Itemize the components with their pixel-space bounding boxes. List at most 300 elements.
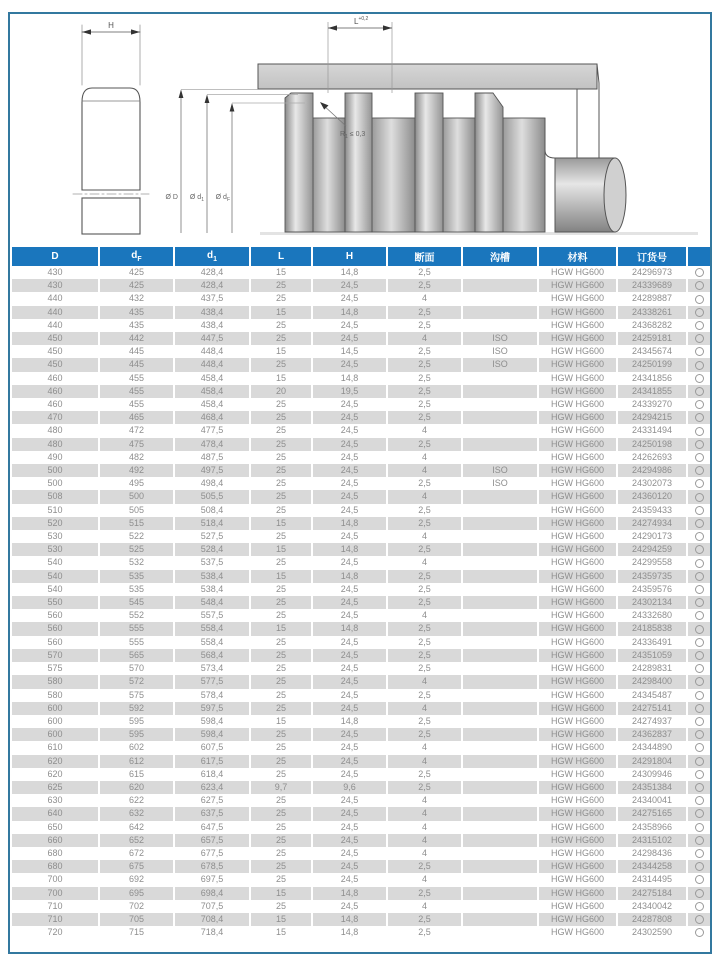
cell-section: 2,5 bbox=[386, 543, 461, 556]
availability-circle-icon bbox=[695, 796, 704, 805]
cell-groove bbox=[461, 821, 537, 834]
table-row bbox=[12, 715, 710, 728]
cell-d1: 598,4 bbox=[173, 728, 249, 741]
cell-order-no: 24287808 bbox=[616, 913, 686, 926]
table-row bbox=[12, 900, 710, 913]
cell-d: 560 bbox=[47, 610, 63, 621]
cell-df: 515 bbox=[98, 517, 173, 530]
cell-h: 24,5 bbox=[311, 398, 386, 411]
cell-order-no: 24294259 bbox=[616, 543, 686, 556]
cell-groove bbox=[461, 887, 537, 900]
cell-availability bbox=[686, 385, 710, 398]
cell-d1: 448,4 bbox=[173, 345, 249, 358]
table-row bbox=[12, 477, 710, 490]
table-row bbox=[12, 385, 710, 398]
cell-h: 14,5 bbox=[311, 345, 386, 358]
availability-circle-icon bbox=[695, 321, 704, 330]
cell-availability bbox=[686, 649, 710, 662]
cell-section: 2,5 bbox=[386, 504, 461, 517]
cell-d: 710 bbox=[47, 900, 63, 911]
seal-cross-section-view bbox=[73, 21, 149, 234]
cell-availability bbox=[686, 530, 710, 543]
cell-groove bbox=[461, 306, 537, 319]
cell-availability bbox=[686, 715, 710, 728]
cell-availability bbox=[686, 583, 710, 596]
cell-h: 24,5 bbox=[311, 477, 386, 490]
cell-df: 552 bbox=[98, 609, 173, 622]
availability-circle-icon bbox=[695, 625, 704, 634]
cell-availability bbox=[686, 926, 710, 939]
dia-D-label: Ø D bbox=[165, 194, 178, 201]
cell-material: HGW HG600 bbox=[537, 385, 616, 398]
cell-d: 580 bbox=[12, 675, 98, 688]
cell-order-no: 24368282 bbox=[616, 319, 686, 332]
cell-l: 25 bbox=[249, 464, 311, 477]
cell-groove bbox=[461, 596, 537, 609]
cell-d1: 647,5 bbox=[173, 821, 249, 834]
cell-d1: 468,4 bbox=[173, 411, 249, 424]
cell-availability bbox=[686, 372, 710, 385]
cell-order-no: 24302073 bbox=[616, 477, 686, 490]
availability-circle-icon bbox=[695, 387, 704, 396]
cell-section: 2,5 bbox=[386, 596, 461, 609]
cell-order-no: 24345674 bbox=[616, 345, 686, 358]
cell-groove bbox=[461, 530, 537, 543]
cell-groove bbox=[461, 649, 537, 662]
column-header-availability bbox=[686, 247, 710, 266]
cell-section: 4 bbox=[386, 847, 461, 860]
availability-circle-icon bbox=[695, 545, 704, 554]
cell-order-no: 24359576 bbox=[616, 583, 686, 596]
cell-groove bbox=[461, 583, 537, 596]
cell-order-no: 24351384 bbox=[616, 781, 686, 794]
column-header-l: L bbox=[249, 247, 311, 266]
cell-df: 695 bbox=[98, 887, 173, 900]
cell-section: 2,5 bbox=[386, 279, 461, 292]
table-row bbox=[12, 649, 710, 662]
cell-material: HGW HG600 bbox=[537, 609, 616, 622]
cell-d: 500 bbox=[47, 478, 63, 489]
availability-circle-icon bbox=[695, 823, 704, 832]
cell-h: 14,8 bbox=[311, 715, 386, 728]
availability-circle-icon bbox=[695, 334, 704, 343]
cell-l: 15 bbox=[249, 926, 311, 939]
table-row bbox=[12, 332, 710, 345]
diameter-dimensions bbox=[166, 90, 305, 234]
cell-material: HGW HG600 bbox=[537, 279, 616, 292]
availability-circle-icon bbox=[695, 532, 704, 541]
cell-availability bbox=[686, 913, 710, 926]
cell-l: 25 bbox=[249, 900, 311, 913]
cell-order-no: 24344258 bbox=[616, 860, 686, 873]
cell-h: 24,5 bbox=[311, 649, 386, 662]
cell-df: 705 bbox=[98, 913, 173, 926]
availability-circle-icon bbox=[695, 506, 704, 515]
cell-df: 715 bbox=[98, 926, 173, 939]
cell-df: 675 bbox=[98, 860, 173, 873]
cell-availability bbox=[686, 570, 710, 583]
column-header-section: 断面 bbox=[386, 247, 461, 266]
cell-df: 472 bbox=[98, 424, 173, 437]
cell-material: HGW HG600 bbox=[537, 504, 616, 517]
cell-groove bbox=[461, 398, 537, 411]
cell-df: 555 bbox=[98, 636, 173, 649]
availability-circle-icon bbox=[695, 730, 704, 739]
cell-availability bbox=[686, 543, 710, 556]
cell-groove bbox=[461, 781, 537, 794]
svg-text:Ø d1: Ø $d_1$ bbox=[189, 194, 204, 203]
cell-df: 482 bbox=[98, 451, 173, 464]
cell-l: 25 bbox=[249, 662, 311, 675]
cell-groove bbox=[461, 279, 537, 292]
cell-order-no: 24351059 bbox=[616, 649, 686, 662]
cell-material: HGW HG600 bbox=[537, 306, 616, 319]
cell-l: 25 bbox=[249, 477, 311, 490]
cell-material: HGW HG600 bbox=[537, 358, 616, 371]
cell-order-no: 24336491 bbox=[616, 636, 686, 649]
table-row bbox=[12, 438, 710, 451]
cell-groove bbox=[461, 609, 537, 622]
table-row bbox=[12, 306, 710, 319]
cell-d: 430 bbox=[47, 267, 63, 277]
cell-l: 25 bbox=[249, 556, 311, 569]
cell-h: 24,5 bbox=[311, 702, 386, 715]
table-row bbox=[12, 702, 710, 715]
cell-df: 425 bbox=[98, 266, 173, 279]
cell-d1: 428,4 bbox=[173, 266, 249, 279]
cell-d: 650 bbox=[47, 821, 63, 832]
cell-d1: 607,5 bbox=[173, 741, 249, 754]
cell-d1: 707,5 bbox=[173, 900, 249, 913]
table-row bbox=[12, 675, 710, 688]
cell-availability bbox=[686, 873, 710, 886]
cell-l: 25 bbox=[249, 649, 311, 662]
cell-d1: 657,5 bbox=[173, 834, 249, 847]
cell-l: 15 bbox=[249, 715, 311, 728]
cell-d: 600 bbox=[12, 728, 98, 741]
cell-h: 24,5 bbox=[311, 279, 386, 292]
cell-order-no: 24360120 bbox=[616, 490, 686, 503]
table-row bbox=[12, 490, 710, 503]
table-row bbox=[12, 504, 710, 517]
cell-availability bbox=[686, 464, 710, 477]
cell-material: HGW HG600 bbox=[537, 873, 616, 886]
cell-df: 455 bbox=[98, 385, 173, 398]
cell-h: 24,5 bbox=[311, 424, 386, 437]
cell-section: 2,5 bbox=[386, 728, 461, 741]
cell-material: HGW HG600 bbox=[537, 292, 616, 305]
cell-l: 25 bbox=[249, 504, 311, 517]
cell-d: 430 bbox=[12, 279, 98, 292]
cell-df: 570 bbox=[98, 662, 173, 675]
r1-label: R bbox=[340, 131, 346, 138]
cell-material: HGW HG600 bbox=[537, 556, 616, 569]
cell-order-no: 24289887 bbox=[616, 292, 686, 305]
cell-d1: 437,5 bbox=[173, 292, 249, 305]
table-row bbox=[12, 292, 710, 305]
cell-d1: 708,4 bbox=[173, 913, 249, 926]
availability-circle-icon bbox=[695, 757, 704, 766]
cell-groove: ISO bbox=[461, 358, 537, 371]
cell-d1: 558,4 bbox=[173, 622, 249, 635]
cell-d: 680 bbox=[47, 847, 63, 858]
cell-l: 25 bbox=[249, 636, 311, 649]
availability-circle-icon bbox=[695, 717, 704, 726]
cell-groove bbox=[461, 715, 537, 728]
cell-groove bbox=[461, 768, 537, 781]
product-table bbox=[12, 247, 710, 939]
cell-h: 24,5 bbox=[311, 490, 386, 503]
cell-material: HGW HG600 bbox=[537, 847, 616, 860]
cell-l: 25 bbox=[249, 424, 311, 437]
cell-h: 24,5 bbox=[311, 464, 386, 477]
svg-text:R1 ≤ 0,3: $R_1 \le 0,3$ bbox=[340, 131, 366, 140]
cell-d1: 597,5 bbox=[173, 702, 249, 715]
table-row bbox=[12, 728, 710, 741]
cell-groove bbox=[461, 807, 537, 820]
cell-d: 460 bbox=[12, 385, 98, 398]
cell-d1: 637,5 bbox=[173, 807, 249, 820]
cell-l: 15 bbox=[249, 517, 311, 530]
availability-circle-icon bbox=[695, 281, 704, 290]
cell-d: 450 bbox=[12, 332, 98, 345]
cell-order-no: 24331494 bbox=[616, 424, 686, 437]
cell-material: HGW HG600 bbox=[537, 636, 616, 649]
cell-section: 2,5 bbox=[386, 689, 461, 702]
cell-d: 530 bbox=[47, 531, 63, 542]
cell-d: 508 bbox=[12, 490, 98, 503]
availability-circle-icon bbox=[695, 691, 704, 700]
cell-section: 4 bbox=[386, 530, 461, 543]
cell-material: HGW HG600 bbox=[537, 451, 616, 464]
cell-order-no: 24344890 bbox=[616, 741, 686, 754]
cell-l: 25 bbox=[249, 834, 311, 847]
cell-groove bbox=[461, 702, 537, 715]
table-row bbox=[12, 887, 710, 900]
cell-order-no: 24340041 bbox=[616, 794, 686, 807]
table-row bbox=[12, 807, 710, 820]
cell-d1: 438,4 bbox=[173, 306, 249, 319]
availability-circle-icon bbox=[695, 519, 704, 528]
cell-df: 592 bbox=[98, 702, 173, 715]
cell-material: HGW HG600 bbox=[537, 887, 616, 900]
availability-circle-icon bbox=[695, 836, 704, 845]
availability-circle-icon bbox=[695, 440, 704, 449]
cell-groove bbox=[461, 622, 537, 635]
cell-groove bbox=[461, 913, 537, 926]
table-row bbox=[12, 622, 710, 635]
cell-d1: 538,4 bbox=[173, 570, 249, 583]
cell-section: 2,5 bbox=[386, 372, 461, 385]
cell-order-no: 24296973 bbox=[616, 266, 686, 279]
column-header-d: D bbox=[12, 247, 98, 266]
cell-material: HGW HG600 bbox=[537, 543, 616, 556]
availability-circle-icon bbox=[695, 427, 704, 436]
cell-df: 475 bbox=[98, 438, 173, 451]
cell-availability bbox=[686, 319, 710, 332]
cell-order-no: 24359433 bbox=[616, 504, 686, 517]
cell-l: 25 bbox=[249, 292, 311, 305]
cell-availability bbox=[686, 622, 710, 635]
table-row bbox=[12, 873, 710, 886]
header-row bbox=[12, 247, 710, 266]
cell-section: 4 bbox=[386, 794, 461, 807]
cell-groove bbox=[461, 834, 537, 847]
cell-h: 14,8 bbox=[311, 306, 386, 319]
table-row bbox=[12, 517, 710, 530]
cell-d: 440 bbox=[12, 306, 98, 319]
cell-h: 24,5 bbox=[311, 411, 386, 424]
cell-df: 432 bbox=[98, 292, 173, 305]
cell-material: HGW HG600 bbox=[537, 675, 616, 688]
cell-h: 24,5 bbox=[311, 292, 386, 305]
cell-availability bbox=[686, 596, 710, 609]
column-header-order-no: 订货号 bbox=[616, 247, 686, 266]
cell-availability bbox=[686, 306, 710, 319]
table-row bbox=[12, 345, 710, 358]
cell-section: 4 bbox=[386, 821, 461, 834]
availability-circle-icon bbox=[695, 849, 704, 858]
availability-circle-icon bbox=[695, 611, 704, 620]
table-row bbox=[12, 358, 710, 371]
cell-h: 24,5 bbox=[311, 504, 386, 517]
cell-h: 9,6 bbox=[311, 781, 386, 794]
table-row bbox=[12, 570, 710, 583]
table-row bbox=[12, 543, 710, 556]
cell-d: 490 bbox=[47, 451, 63, 462]
cell-material: HGW HG600 bbox=[537, 438, 616, 451]
cell-d: 610 bbox=[47, 742, 63, 753]
table-row bbox=[12, 847, 710, 860]
cell-d: 520 bbox=[12, 517, 98, 530]
cell-d1: 537,5 bbox=[173, 556, 249, 569]
cell-d: 550 bbox=[12, 596, 98, 609]
cell-section: 2,5 bbox=[386, 319, 461, 332]
cell-l: 15 bbox=[249, 913, 311, 926]
cell-order-no: 24262693 bbox=[616, 451, 686, 464]
cell-l: 25 bbox=[249, 755, 311, 768]
cell-l: 25 bbox=[249, 279, 311, 292]
cell-order-no: 24314495 bbox=[616, 873, 686, 886]
cell-availability bbox=[686, 741, 710, 754]
cell-section: 2,5 bbox=[386, 345, 461, 358]
cell-d: 570 bbox=[12, 649, 98, 662]
table-row bbox=[12, 689, 710, 702]
cell-h: 24,5 bbox=[311, 609, 386, 622]
cell-l: 20 bbox=[249, 385, 311, 398]
cell-d: 460 bbox=[47, 399, 63, 410]
cell-d: 510 bbox=[47, 504, 63, 515]
cell-d1: 447,5 bbox=[173, 332, 249, 345]
cell-d: 640 bbox=[12, 807, 98, 820]
cell-l: 15 bbox=[249, 887, 311, 900]
cell-order-no: 24250198 bbox=[616, 438, 686, 451]
cell-groove bbox=[461, 900, 537, 913]
cell-section: 2,5 bbox=[386, 411, 461, 424]
cell-section: 4 bbox=[386, 464, 461, 477]
cell-order-no: 24259181 bbox=[616, 332, 686, 345]
cell-l: 25 bbox=[249, 411, 311, 424]
cell-h: 24,5 bbox=[311, 332, 386, 345]
availability-circle-icon bbox=[695, 479, 704, 488]
cell-d1: 458,4 bbox=[173, 398, 249, 411]
table-row bbox=[12, 662, 710, 675]
cell-d: 630 bbox=[47, 795, 63, 806]
cell-l: 15 bbox=[249, 345, 311, 358]
cell-material: HGW HG600 bbox=[537, 266, 616, 279]
cell-d: 450 bbox=[12, 358, 98, 371]
cell-d: 480 bbox=[12, 438, 98, 451]
cell-order-no: 24299558 bbox=[616, 556, 686, 569]
cell-order-no: 24338261 bbox=[616, 306, 686, 319]
cell-h: 24,5 bbox=[311, 596, 386, 609]
cell-groove bbox=[461, 266, 537, 279]
cell-availability bbox=[686, 702, 710, 715]
cell-d: 540 bbox=[47, 557, 63, 568]
cell-groove bbox=[461, 728, 537, 741]
cell-material: HGW HG600 bbox=[537, 662, 616, 675]
availability-circle-icon bbox=[695, 400, 704, 409]
cell-order-no: 24290173 bbox=[616, 530, 686, 543]
cell-df: 425 bbox=[98, 279, 173, 292]
cell-df: 525 bbox=[98, 543, 173, 556]
cell-df: 672 bbox=[98, 847, 173, 860]
cell-groove bbox=[461, 794, 537, 807]
availability-circle-icon bbox=[695, 651, 704, 660]
cell-d: 480 bbox=[47, 425, 63, 436]
cell-section: 4 bbox=[386, 332, 461, 345]
cell-d: 460 bbox=[47, 372, 63, 383]
cell-d: 530 bbox=[12, 543, 98, 556]
cell-d1: 568,4 bbox=[173, 649, 249, 662]
cell-availability bbox=[686, 807, 710, 820]
cell-availability bbox=[686, 424, 710, 437]
cell-section: 4 bbox=[386, 834, 461, 847]
cell-h: 24,5 bbox=[311, 834, 386, 847]
cell-groove bbox=[461, 292, 537, 305]
cell-l: 25 bbox=[249, 490, 311, 503]
cell-material: HGW HG600 bbox=[537, 424, 616, 437]
cell-section: 2,5 bbox=[386, 926, 461, 939]
cell-groove bbox=[461, 755, 537, 768]
cell-groove bbox=[461, 319, 537, 332]
availability-circle-icon bbox=[695, 572, 704, 581]
cell-d1: 518,4 bbox=[173, 517, 249, 530]
cell-h: 14,8 bbox=[311, 372, 386, 385]
cell-l: 25 bbox=[249, 398, 311, 411]
cell-material: HGW HG600 bbox=[537, 319, 616, 332]
cell-availability bbox=[686, 398, 710, 411]
cell-df: 632 bbox=[98, 807, 173, 820]
cell-d: 700 bbox=[12, 887, 98, 900]
cell-l: 25 bbox=[249, 689, 311, 702]
cell-d1: 487,5 bbox=[173, 451, 249, 464]
cell-availability bbox=[686, 609, 710, 622]
cell-availability bbox=[686, 755, 710, 768]
cell-order-no: 24274934 bbox=[616, 517, 686, 530]
cell-df: 492 bbox=[98, 464, 173, 477]
cell-groove bbox=[461, 860, 537, 873]
table-row bbox=[12, 372, 710, 385]
shaft-end-face bbox=[604, 158, 626, 232]
cell-material: HGW HG600 bbox=[537, 926, 616, 939]
cell-availability bbox=[686, 451, 710, 464]
cell-availability bbox=[686, 358, 710, 371]
cell-availability bbox=[686, 675, 710, 688]
cell-d1: 598,4 bbox=[173, 715, 249, 728]
table-row bbox=[12, 451, 710, 464]
cell-df: 545 bbox=[98, 596, 173, 609]
